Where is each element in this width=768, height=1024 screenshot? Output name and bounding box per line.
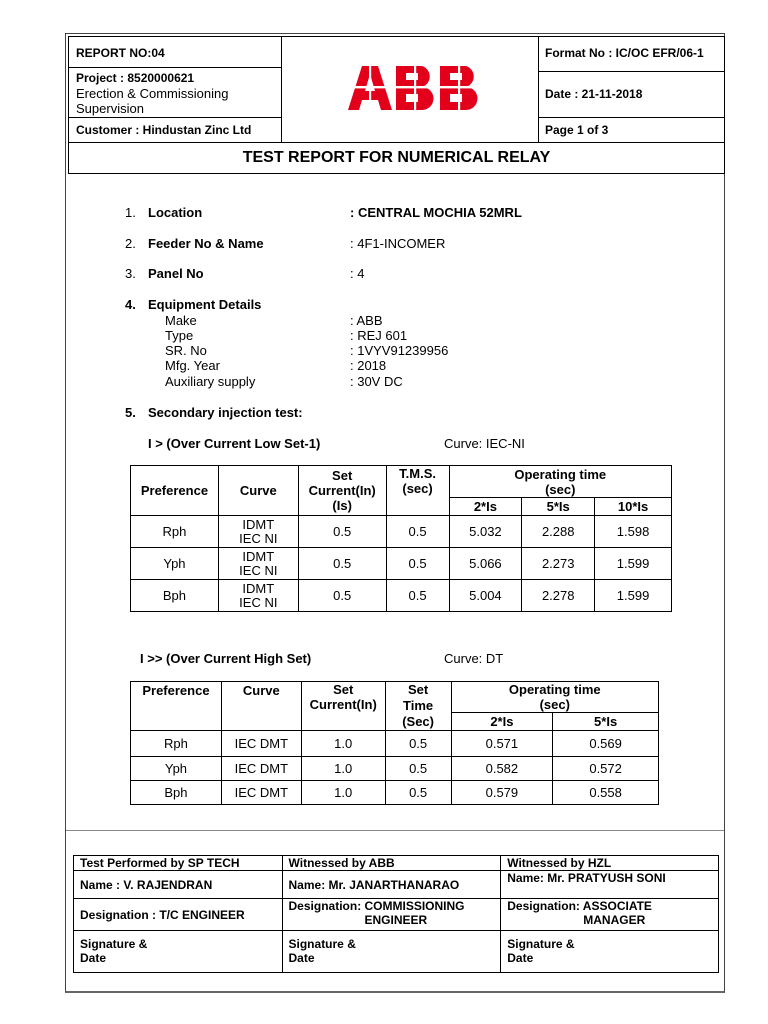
report-title: TEST REPORT FOR NUMERICAL RELAY	[68, 142, 725, 174]
test2-row-bph-curve: IEC DMT	[221, 781, 301, 805]
test2-header-5is: 5*Is	[553, 713, 659, 731]
test2-row-bph-preference: Bph	[131, 781, 222, 805]
test2-header-set-current-line-2: Current(In)	[309, 697, 377, 712]
sig-designation-hzl-line-1: Designation: ASSOCIATE	[507, 899, 652, 913]
item-secondary-label: Secondary injection test:	[148, 405, 303, 420]
test2-header-set-current	[301, 682, 385, 731]
test2-row-yph-5is: 0.572	[553, 757, 659, 781]
test1-header-set-current	[298, 466, 386, 516]
sig-signature-abb-line-1: Signature &	[288, 937, 356, 951]
test1-row-rph-curve	[218, 516, 298, 548]
test1-curve: Curve: IEC-NI	[444, 436, 525, 451]
table-row	[131, 731, 659, 757]
test1-row-rph-2is: 5.032	[449, 516, 522, 548]
equipment-year-value: : 2018	[350, 358, 387, 373]
item-location-value: : CENTRAL MOCHIA 52MRL	[350, 205, 522, 220]
sig-heading-hzl: Witnessed by HZL	[501, 856, 719, 871]
item-secondary-number: 5.	[125, 405, 136, 420]
sig-signature-sptech-line-1: Signature &	[80, 937, 148, 951]
test2-row-rph-time: 0.5	[385, 731, 451, 757]
test1-header-operating-time-line-1: Operating time	[514, 466, 607, 482]
signature-section-divider	[66, 830, 724, 831]
test1-header-curve: Curve	[218, 466, 298, 516]
test2-curve: Curve: DT	[444, 651, 504, 666]
test2-table	[130, 681, 659, 805]
test1-header-operating-time-line-2: (sec)	[545, 481, 576, 497]
test1-row-yph-10is: 1.599	[595, 548, 672, 580]
sig-signature-abb-line-2: Date	[288, 951, 315, 965]
test1-header-tms-line-1: T.M.S.	[399, 466, 436, 481]
equipment-supply-label: Auxiliary supply	[165, 374, 256, 389]
item-panel-number: 3.	[125, 266, 136, 281]
sig-designation-abb-line-2: ENGINEER	[364, 913, 428, 927]
test1-row-rph-curve-line-2: IEC NI	[239, 530, 278, 546]
test1-row-rph-tms: 0.5	[386, 516, 449, 548]
sig-designation-abb-line-1: Designation: COMMISSIONING	[288, 899, 465, 913]
test2-row-rph-preference: Rph	[131, 731, 222, 757]
test1-row-bph-preference: Bph	[131, 580, 219, 612]
test1-header-preference: Preference	[131, 466, 219, 516]
test2-row-yph-2is: 0.582	[451, 757, 553, 781]
test2-header-set-time-line-2: Time	[403, 698, 434, 713]
test2-header-operating-time-line-2: (sec)	[539, 697, 570, 712]
test1-row-yph-5is: 2.273	[522, 548, 595, 580]
table-row	[131, 757, 659, 781]
item-feeder-number: 2.	[125, 236, 136, 251]
report-number: REPORT NO:04	[76, 46, 165, 60]
test1-row-yph-curve	[218, 548, 298, 580]
test1-row-bph-curve-line-1: IDMT	[242, 580, 275, 596]
customer-name: Customer : Hindustan Zinc Ltd	[76, 123, 252, 137]
test2-heading: I >> (Over Current High Set)	[140, 651, 312, 666]
test2-row-bph-set: 1.0	[301, 781, 385, 805]
item-panel-value: : 4	[350, 266, 365, 281]
sig-designation-hzl-line-2: MANAGER	[583, 913, 646, 927]
test1-header-set-current-line-3: (Is)	[332, 498, 352, 513]
test1-header-set-current-line-2: Current(In)	[308, 483, 376, 498]
test1-row-bph-curve	[218, 580, 298, 612]
abb-logo	[348, 66, 484, 110]
test1-table	[130, 465, 672, 612]
test1-row-rph-10is: 1.598	[595, 516, 672, 548]
format-number: Format No : IC/OC EFR/06-1	[545, 46, 704, 60]
test2-header-operating-time	[451, 682, 658, 713]
test2-row-rph-curve: IEC DMT	[221, 731, 301, 757]
test1-row-bph-tms: 0.5	[386, 580, 449, 612]
test1-heading: I > (Over Current Low Set-1)	[148, 436, 321, 451]
test1-header-tms-line-2: (sec)	[402, 481, 433, 496]
item-location-number: 1.	[125, 205, 136, 220]
project-number: Project : 8520000621	[76, 71, 195, 85]
equipment-serial-label: SR. No	[165, 343, 207, 358]
test2-row-yph-curve: IEC DMT	[221, 757, 301, 781]
equipment-year-label: Mfg. Year	[165, 358, 220, 373]
test1-row-bph-5is: 2.278	[522, 580, 595, 612]
equipment-make-value: : ABB	[350, 313, 383, 328]
test2-header-operating-time-line-1: Operating time	[508, 682, 601, 697]
test1-row-rph-curve-line-1: IDMT	[242, 516, 275, 532]
test1-row-bph-curve-line-2: IEC NI	[239, 594, 278, 610]
table-row	[131, 781, 659, 805]
sig-name-sptech: Name : V. RAJENDRAN	[74, 871, 283, 899]
test1-row-rph-set: 0.5	[298, 516, 386, 548]
sig-signature-sptech	[74, 931, 283, 973]
project-description-line-2: Supervision	[76, 101, 144, 116]
item-panel-label: Panel No	[148, 266, 204, 281]
test2-row-rph-2is: 0.571	[451, 731, 553, 757]
sig-signature-hzl-line-1: Signature &	[507, 937, 575, 951]
page-number: Page 1 of 3	[545, 123, 609, 137]
test1-row-yph-set: 0.5	[298, 548, 386, 580]
test2-header-curve: Curve	[221, 682, 301, 731]
equipment-supply-value: : 30V DC	[350, 374, 403, 389]
test1-header-2is: 2*Is	[449, 498, 522, 516]
test1-header-operating-time	[449, 466, 672, 498]
signature-table	[73, 855, 719, 973]
sig-designation-sptech: Designation : T/C ENGINEER	[74, 899, 283, 931]
test2-header-2is: 2*Is	[451, 713, 553, 731]
test1-row-yph-preference: Yph	[131, 548, 219, 580]
test1-row-yph-curve-line-1: IDMT	[242, 548, 275, 564]
test1-header-set-current-line-1: Set	[332, 468, 353, 483]
equipment-type-label: Type	[165, 328, 194, 343]
equipment-type-value: : REJ 601	[350, 328, 408, 343]
test2-header-set-time-line-3: (Sec)	[402, 714, 434, 729]
sig-signature-sptech-line-2: Date	[80, 951, 107, 965]
sig-signature-hzl	[501, 931, 719, 973]
table-row	[131, 580, 672, 612]
test1-row-yph-curve-line-2: IEC NI	[239, 562, 278, 578]
sig-name-hzl: Name: Mr. PRATYUSH SONI	[501, 871, 719, 899]
test2-row-bph-time: 0.5	[385, 781, 451, 805]
item-equipment-label: Equipment Details	[148, 297, 262, 312]
sig-signature-abb	[282, 931, 501, 973]
sig-signature-hzl-line-2: Date	[507, 951, 534, 965]
test1-row-bph-set: 0.5	[298, 580, 386, 612]
report-date: Date : 21-11-2018	[545, 87, 643, 101]
table-row	[131, 548, 672, 580]
item-feeder-value: : 4F1-INCOMER	[350, 236, 446, 251]
item-equipment-number: 4.	[125, 297, 136, 312]
item-feeder-label: Feeder No & Name	[148, 236, 264, 251]
test2-header-preference: Preference	[131, 682, 222, 731]
table-row	[131, 516, 672, 548]
sig-name-abb: Name: Mr. JANARTHANARAO	[282, 871, 501, 899]
equipment-serial-value: : 1VYV91239956	[350, 343, 449, 358]
test1-row-rph-5is: 2.288	[522, 516, 595, 548]
test1-header-5is: 5*Is	[522, 498, 595, 516]
test2-row-bph-5is: 0.558	[553, 781, 659, 805]
test2-row-yph-set: 1.0	[301, 757, 385, 781]
test2-row-yph-time: 0.5	[385, 757, 451, 781]
test1-row-rph-preference: Rph	[131, 516, 219, 548]
test2-header-set-time-line-1: Set	[407, 682, 429, 697]
test2-row-rph-set: 1.0	[301, 731, 385, 757]
test1-row-bph-2is: 5.004	[449, 580, 522, 612]
test1-header-10is: 10*Is	[595, 498, 672, 516]
test2-header-set-current-line-1: Set	[333, 682, 354, 697]
sig-heading-sptech: Test Performed by SP TECH	[74, 856, 283, 871]
test1-header-tms	[386, 466, 449, 516]
test2-row-yph-preference: Yph	[131, 757, 222, 781]
sig-designation-abb	[282, 899, 501, 931]
sig-designation-hzl	[501, 899, 719, 931]
test1-row-bph-10is: 1.599	[595, 580, 672, 612]
test2-header-set-time	[385, 682, 451, 731]
test2-row-rph-5is: 0.569	[553, 731, 659, 757]
item-location-label: Location	[148, 205, 203, 220]
test1-row-yph-tms: 0.5	[386, 548, 449, 580]
project-description-line-1: Erection & Commissioning	[76, 86, 229, 101]
test2-row-bph-2is: 0.579	[451, 781, 553, 805]
equipment-make-label: Make	[165, 313, 197, 328]
test1-row-yph-2is: 5.066	[449, 548, 522, 580]
sig-heading-abb: Witnessed by ABB	[282, 856, 501, 871]
